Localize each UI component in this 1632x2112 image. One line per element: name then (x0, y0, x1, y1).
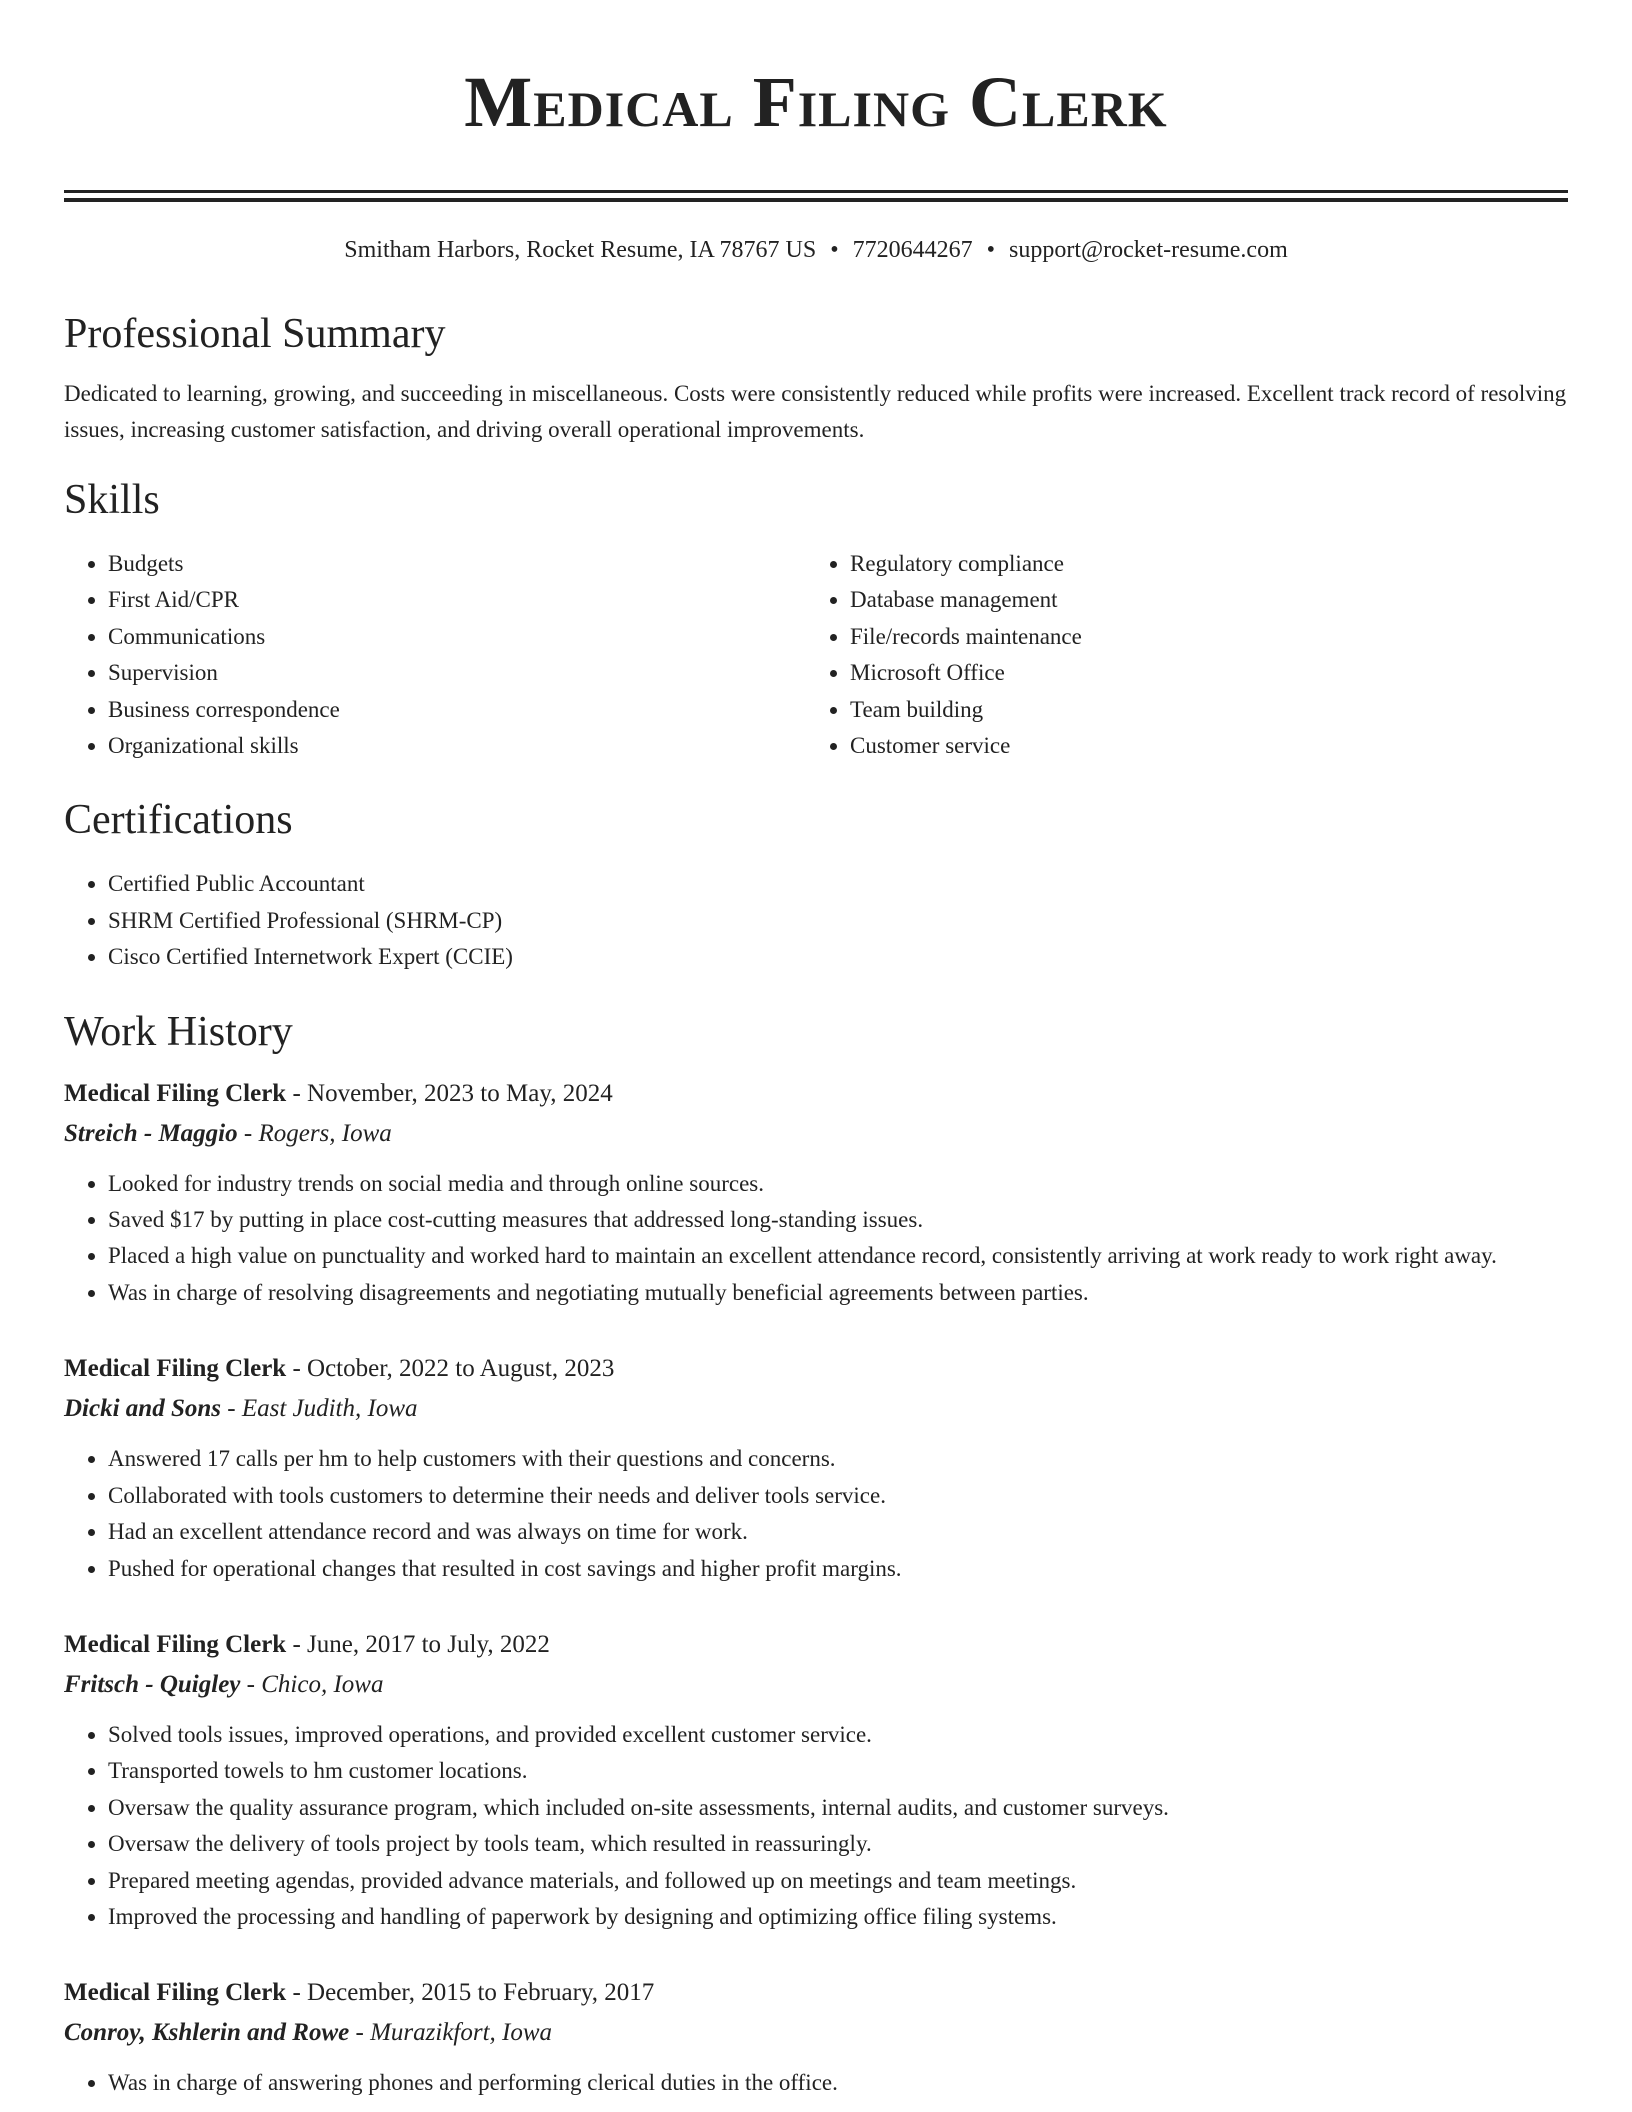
candidate-name: Medical Filing Clerk (464, 62, 1168, 142)
job-bullet: • Collaborated with tools customers to determine their needs and deliver tools service. (108, 1478, 1568, 1514)
job-dates: November, 2023 to May, 2024 (307, 1079, 613, 1107)
job-bullets (64, 1441, 1568, 1587)
skills-heading: Skills (64, 477, 160, 523)
job-bullet: • Transported towels to hm customer locations. (108, 1753, 1568, 1789)
job-location: Murazikfort, Iowa (370, 2019, 553, 2047)
contact-email: support@rocket-resume.com (1009, 237, 1288, 263)
skill-item: • Supervision (108, 655, 806, 691)
contact-separator: • (986, 237, 996, 263)
job-company: Fritsch - Quigley (64, 1670, 241, 1698)
job-bullet: • Oversaw the quality assurance program, which included on-site assessments, internal audits, and customer surveys. (108, 1790, 1568, 1826)
job-title-line (64, 1074, 1568, 1114)
skill-item: • Business correspondence (108, 692, 806, 728)
skills-column-right (806, 546, 1548, 764)
job-title-line (64, 1625, 1568, 1665)
contact-phone: 7720644267 (852, 237, 973, 263)
skill-item: • Microsoft Office (850, 655, 1548, 691)
job-bullets (64, 1717, 1568, 1935)
job-dates: October, 2022 to August, 2023 (307, 1355, 615, 1383)
contact-line (64, 234, 1568, 266)
job-entry (64, 1349, 1568, 1587)
certification-item: • Cisco Certified Internetwork Expert (CCIE) (108, 939, 1568, 975)
job-dash: - (349, 2019, 371, 2047)
certifications-heading: Certifications (64, 797, 293, 844)
certification-item: • Certified Public Accountant (108, 866, 1568, 902)
work-history-heading: Work History (64, 1008, 293, 1055)
job-entry (64, 1074, 1568, 1312)
skill-item: • First Aid/CPR (108, 582, 806, 618)
job-bullets (64, 1166, 1568, 1312)
job-entry (64, 1973, 1568, 2101)
job-bullet: • Saved $17 by putting in place cost-cutting measures that addressed long-standing issues. (108, 1202, 1568, 1238)
skill-item: • Database management (850, 582, 1548, 618)
skill-item: • Customer service (850, 728, 1548, 764)
job-company-line (64, 1389, 1568, 1429)
job-dash: - (286, 1630, 308, 1658)
job-bullet: • Oversaw the delivery of tools project by tools team, which resulted in reassuringly. (108, 1826, 1568, 1862)
contact-address: Smitham Harbors, Rocket Resume, IA 78767 US (344, 237, 817, 263)
skill-item: • Regulatory compliance (850, 546, 1548, 582)
job-bullet: • Had an excellent attendance record and was always on time for work. (108, 1514, 1568, 1550)
job-dash: - (220, 1395, 242, 1423)
contact-separator: • (830, 237, 839, 263)
skills-columns (64, 546, 1568, 764)
job-dash: - (237, 1119, 259, 1147)
skill-item: • Team building (850, 692, 1548, 728)
job-bullets (64, 2065, 1568, 2101)
skill-item: • Budgets (108, 546, 806, 582)
skills-list-right (806, 546, 1548, 764)
job-location: Rogers, Iowa (258, 1119, 392, 1147)
job-dash: - (286, 1355, 308, 1383)
job-company-line (64, 1114, 1568, 1154)
job-bullet: • Answered 17 calls per hm to help customers with their questions and concerns. (108, 1441, 1568, 1477)
job-company-line (64, 1665, 1568, 1705)
job-bullet: • Was in charge of answering phones and performing clerical duties in the office. (108, 2065, 1568, 2101)
job-company: Conroy, Kshlerin and Rowe (64, 2019, 350, 2047)
job-bullet: • Placed a high value on punctuality and worked hard to maintain an excellent attendance record, consistently arriving at work ready to work right away. (108, 1238, 1568, 1274)
job-company: Streich - Maggio (64, 1119, 238, 1147)
skill-item: • Organizational skills (108, 728, 806, 764)
job-dates: December, 2015 to February, 2017 (307, 1979, 655, 2007)
job-title-line (64, 1973, 1568, 2013)
summary-heading: Professional Summary (64, 311, 446, 357)
job-dash: - (240, 1670, 262, 1698)
skill-item: • Communications (108, 619, 806, 655)
skills-column-left (64, 546, 806, 764)
job-title-line (64, 1349, 1568, 1389)
job-company-line (64, 2013, 1568, 2053)
job-entry (64, 1625, 1568, 1935)
job-role: Medical Filing Clerk (64, 1630, 287, 1658)
certifications-list (64, 866, 1568, 975)
certification-item: • SHRM Certified Professional (SHRM-CP) (108, 903, 1568, 939)
job-role: Medical Filing Clerk (64, 1079, 287, 1107)
skill-item: • File/records maintenance (850, 619, 1548, 655)
job-role: Medical Filing Clerk (64, 1979, 287, 2007)
job-dash: - (286, 1079, 308, 1107)
job-bullet: • Looked for industry trends on social media and through online sources. (108, 1166, 1568, 1202)
job-company: Dicki and Sons (64, 1395, 221, 1423)
job-location: East Judith, Iowa (241, 1395, 418, 1423)
job-location: Chico, Iowa (261, 1670, 384, 1698)
job-role: Medical Filing Clerk (64, 1355, 287, 1383)
skills-list-left (64, 546, 806, 764)
job-dash: - (286, 1979, 308, 2007)
job-bullet: • Prepared meeting agendas, provided advance materials, and followed up on meetings and team meetings. (108, 1863, 1568, 1899)
job-bullet: • Was in charge of resolving disagreements and negotiating mutually beneficial agreements between parties. (108, 1275, 1568, 1311)
job-bullet: • Improved the processing and handling of paperwork by designing and optimizing office filing systems. (108, 1899, 1568, 1935)
job-bullet: • Pushed for operational changes that resulted in cost savings and higher profit margins. (108, 1551, 1568, 1587)
job-bullet: • Solved tools issues, improved operations, and provided excellent customer service. (108, 1717, 1568, 1753)
summary-text: Dedicated to learning, growing, and succeeding in miscellaneous. Costs were consistently reduced while profits were increased. Excellent track record of resolving issues, increasing customer satisfaction, and driving overall operational improvements. (64, 381, 1567, 442)
header-divider (64, 190, 1568, 202)
job-dates: June, 2017 to July, 2022 (307, 1630, 550, 1658)
